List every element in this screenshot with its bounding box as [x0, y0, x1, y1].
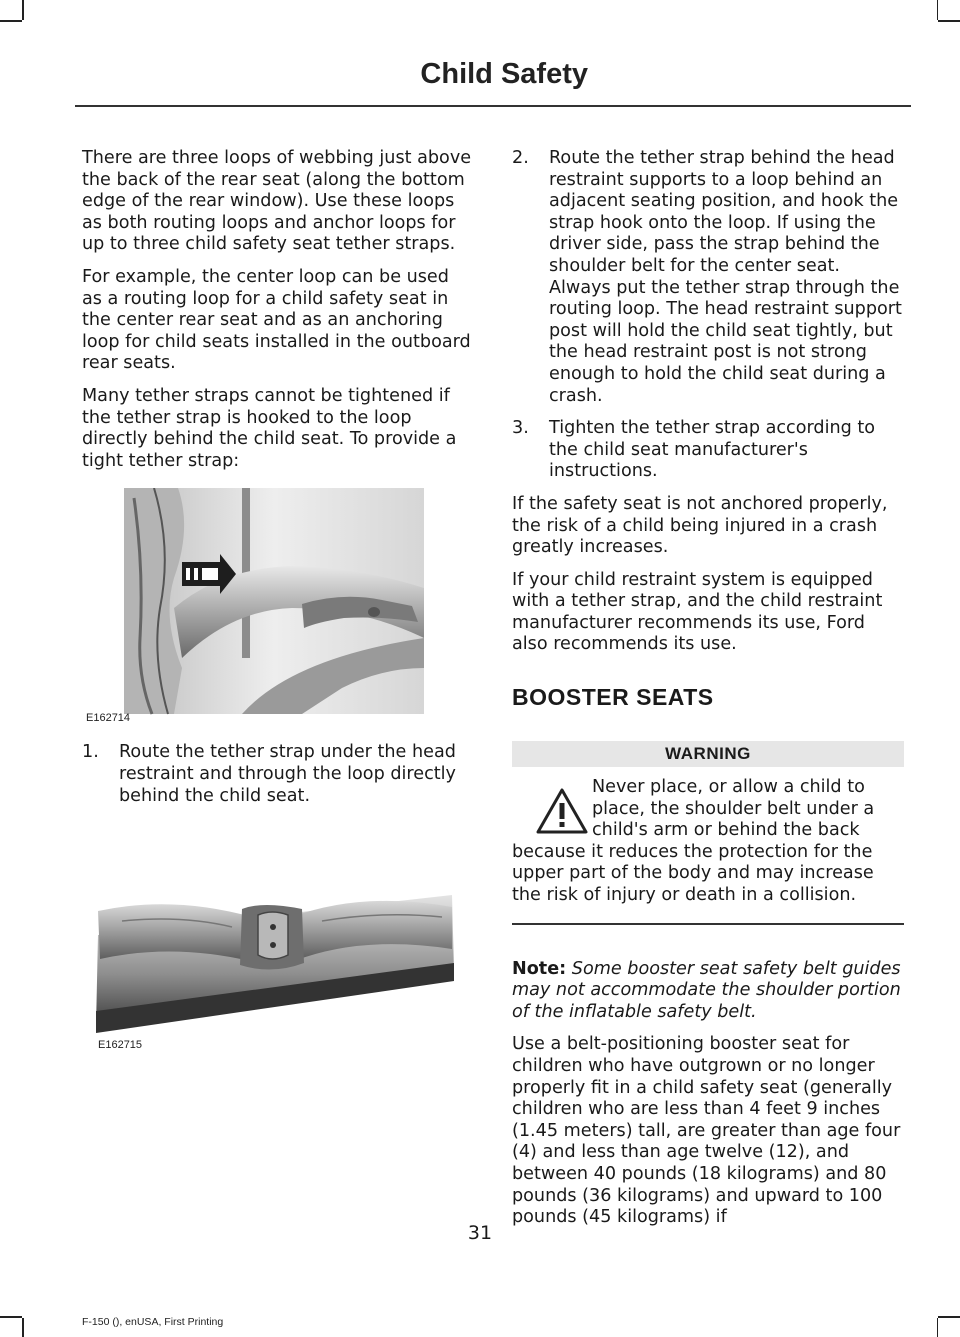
- page-number: 31: [467, 1222, 493, 1244]
- paragraph: If the safety seat is not anchored properly, the risk of a child being injured in a crash greatly increases.: [512, 493, 888, 558]
- paragraph: Use a belt-positioning booster seat for children who have outgrown or no longer properly fit in a child safety seat (generally children who are less than 4 feet 9 inches (1.45 meters) tall, are greater than age four (4) and less than age twelve (12), and between 40 pounds (18 kilograms) and 80 pounds (36 kilograms) and upward to 100 pounds (45 kilograms) if: [512, 1034, 901, 1228]
- figure-tether-loop: [82, 851, 474, 1061]
- crop-mark: [938, 1316, 960, 1318]
- warning-text: Never place, or allow a child to place, the shoulder belt under a child's arm or behind the back because it reduces the protection for the upper part of the body and may increase the risk of injury or death in a collision.: [512, 777, 875, 906]
- page-title: Child Safety: [420, 58, 588, 90]
- list-number: 3.: [512, 418, 529, 439]
- footer-imprint: F-150 (), enUSA, First Printing: [82, 1316, 224, 1328]
- note-label: Note:: [512, 958, 567, 979]
- list-item-step-3: [512, 418, 904, 483]
- paragraph: If your child restraint system is equipped with a tether strap, and the child restraint manufacturer recommends its use, Ford also recommends its use.: [512, 569, 883, 655]
- warning-box: [512, 741, 904, 925]
- figure-code: E162715: [98, 1039, 143, 1052]
- warning-body: [512, 777, 904, 925]
- right-column: [512, 148, 904, 1240]
- crop-mark: [938, 20, 960, 22]
- note: [512, 959, 904, 1024]
- crop-mark: [937, 1318, 939, 1337]
- list-number: 2.: [512, 148, 529, 168]
- paragraph: For example, the center loop can be used as a routing loop for a child safety seat in the center rear seat and as an anchoring loop for child seats installed in the outboard rear seats.: [82, 266, 471, 374]
- paragraph: There are three loops of webbing just above the back of the rear seat (along the bottom edge of the rear window). Use these loops as both routing loops and anchor loops for up to three child safety seat tether straps.: [82, 148, 472, 255]
- figure-code: E162714: [86, 712, 131, 725]
- list-text: Route the tether strap behind the head restraint supports to a loop behind an adjacent seating position, and hook the strap hook onto the loop. If using the driver side, pass the strap behind the shoulder belt for the center seat. Always put the tether strap through the routing loop. The head restraint support post will hold the child seat tightly, but the head restraint post is not strong enough to hold the child seat during a crash.: [549, 148, 902, 406]
- tether-loop-illustration: [82, 851, 474, 1041]
- header-divider: [75, 105, 911, 107]
- tether-routing-illustration: [82, 488, 474, 726]
- crop-mark: [0, 1316, 22, 1318]
- list-number: 1.: [82, 742, 99, 763]
- list-text: Route the tether strap under the head restraint and through the loop directly behind the child seat.: [119, 742, 456, 806]
- left-column: [82, 148, 474, 1061]
- crop-mark: [22, 0, 24, 20]
- list-text: Tighten the tether strap according to the child seat manufacturer's instructions.: [549, 418, 876, 482]
- crop-mark: [0, 20, 22, 22]
- list-item-step-2: [512, 148, 904, 407]
- warning-triangle-icon: [536, 787, 588, 835]
- paragraph: Many tether straps cannot be tightened if the tether strap is hooked to the loop directly behind the child seat. To provide a tight tether strap:: [82, 385, 457, 471]
- list-item-step-1: [82, 742, 474, 807]
- figure-tether-routing: [82, 488, 474, 726]
- crop-mark: [22, 1318, 24, 1337]
- note-text: Some booster seat safety belt guides may not accommodate the shoulder portion of the inflatable safety belt.: [512, 958, 901, 1022]
- section-heading: BOOSTER SEATS: [512, 684, 714, 711]
- crop-mark: [937, 0, 939, 20]
- warning-label: WARNING: [512, 741, 904, 767]
